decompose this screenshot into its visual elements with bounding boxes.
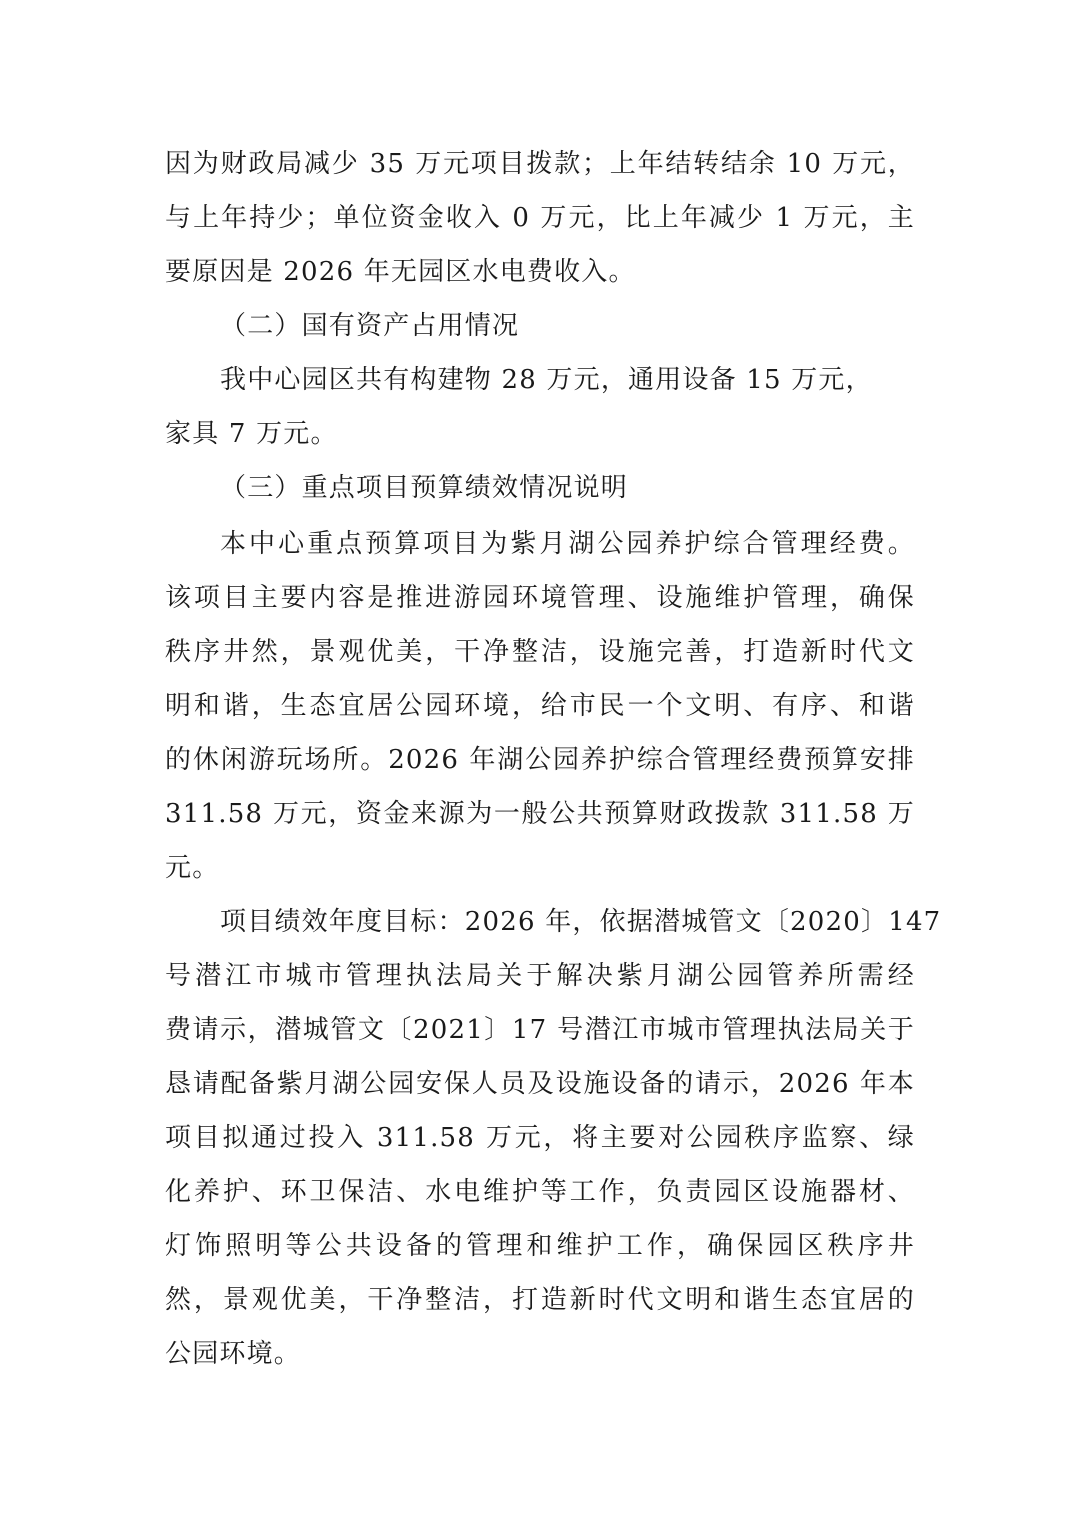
paragraph-line: 要原因是 2026 年无园区水电费收入。 bbox=[165, 257, 636, 287]
paragraph-line: 的休闲游玩场所。2026 年湖公园养护综合管理经费预算安排 bbox=[165, 745, 915, 775]
paragraph-line: 明和谐，生态宜居公园环境，给市民一个文明、有序、和谐 bbox=[165, 691, 915, 721]
paragraph-line: 化养护、环卫保洁、水电维护等工作，负责园区设施器材、 bbox=[165, 1177, 915, 1207]
paragraph-line: 该项目主要内容是推进游园环境管理、设施维护管理，确保 bbox=[165, 583, 915, 613]
paragraph-line: 恳请配备紫月湖公园安保人员及设施设备的请示，2026 年本 bbox=[165, 1069, 915, 1099]
paragraph-line: 元。 bbox=[165, 853, 220, 883]
paragraph-line: 家具 7 万元。 bbox=[165, 419, 338, 449]
paragraph-line: 灯饰照明等公共设备的管理和维护工作，确保园区秩序井 bbox=[165, 1231, 915, 1261]
paragraph-line: 311.58 万元，资金来源为一般公共预算财政拨款 311.58 万 bbox=[165, 799, 915, 829]
section-heading-3: （三）重点项目预算绩效情况说明 bbox=[220, 473, 629, 503]
paragraph-line: 然，景观优美，干净整洁，打造新时代文明和谐生态宜居的 bbox=[165, 1285, 915, 1315]
paragraph-line: 项目拟通过投入 311.58 万元，将主要对公园秩序监察、绿 bbox=[165, 1123, 915, 1153]
paragraph-line: 号潜江市城市管理执法局关于解决紫月湖公园管养所需经 bbox=[165, 961, 915, 991]
paragraph-line: 与上年持少；单位资金收入 0 万元，比上年减少 1 万元，主 bbox=[165, 203, 915, 233]
paragraph-line: 秩序井然，景观优美，干净整洁，设施完善，打造新时代文 bbox=[165, 637, 915, 667]
paragraph-line: 因为财政局减少 35 万元项目拨款；上年结转结余 10 万元， bbox=[165, 149, 915, 179]
section-heading-2: （二）国有资产占用情况 bbox=[220, 311, 520, 341]
paragraph-line: 我中心园区共有构建物 28 万元，通用设备 15 万元， bbox=[220, 365, 873, 395]
paragraph-line: 项目绩效年度目标：2026 年，依据潜城管文〔2020〕147 bbox=[220, 907, 942, 937]
paragraph-line: 本中心重点预算项目为紫月湖公园养护综合管理经费。 bbox=[220, 529, 915, 559]
paragraph-line: 费请示，潜城管文〔2021〕17 号潜江市城市管理执法局关于 bbox=[165, 1015, 915, 1045]
paragraph-line: 公园环境。 bbox=[165, 1339, 302, 1369]
